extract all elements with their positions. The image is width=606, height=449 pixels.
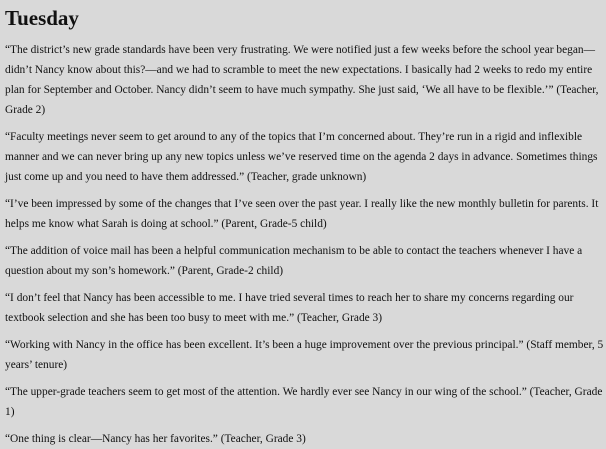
day-heading: Tuesday	[5, 6, 79, 30]
quote-paragraph: “The addition of voice mail has been a helpful communication mechanism to be able to contact the teachers whenever I have a question about my son’s homework.” (Parent, Grade-2 child)	[5, 245, 583, 277]
quote-paragraph: “Working with Nancy in the office has been excellent. It’s been a huge improvement over the previous principal.” (Staff member, 5 years’ tenure)	[5, 339, 604, 371]
quote-paragraph: “Faculty meetings never seem to get around to any of the topics that I’m concerned about. They’re run in a rigid and inflexible manner and we can never bring up any new topics unless we’ve reserved time on the agenda 2 days in advance. Sometimes things just come up and you need to have them addressed.” (Teacher, grade unknown)	[5, 131, 598, 183]
quote-paragraph: “I’ve been impressed by some of the changes that I’ve seen over the past year. I really like the new monthly bulletin for parents. It helps me know what Sarah is doing at school.” (Parent, Grade-5 child)	[5, 198, 599, 230]
quote-list	[5, 40, 606, 449]
quote-paragraph: “One thing is clear—Nancy has her favorites.” (Teacher, Grade 3)	[5, 433, 306, 445]
quote-paragraph: “The district’s new grade standards have been very frustrating. We were notified just a few weeks before the school year began—didn’t Nancy know about this?—and we had to scramble to meet the new expectations. I basically had 2 weeks to redo my entire plan for September and October. Nancy didn’t seem to have much sympathy. She just said, ‘We all have to be flexible.’” (Teacher, Grade 2)	[5, 44, 599, 116]
quote-paragraph: “The upper-grade teachers seem to get most of the attention. We hardly ever see Nancy in our wing of the school.” (Teacher, Grade 1)	[5, 386, 603, 418]
quote-paragraph: “I don’t feel that Nancy has been accessible to me. I have tried several times to reach her to share my concerns regarding our textbook selection and she has been too busy to meet with me.” (Teacher, Grade 3)	[5, 292, 574, 324]
